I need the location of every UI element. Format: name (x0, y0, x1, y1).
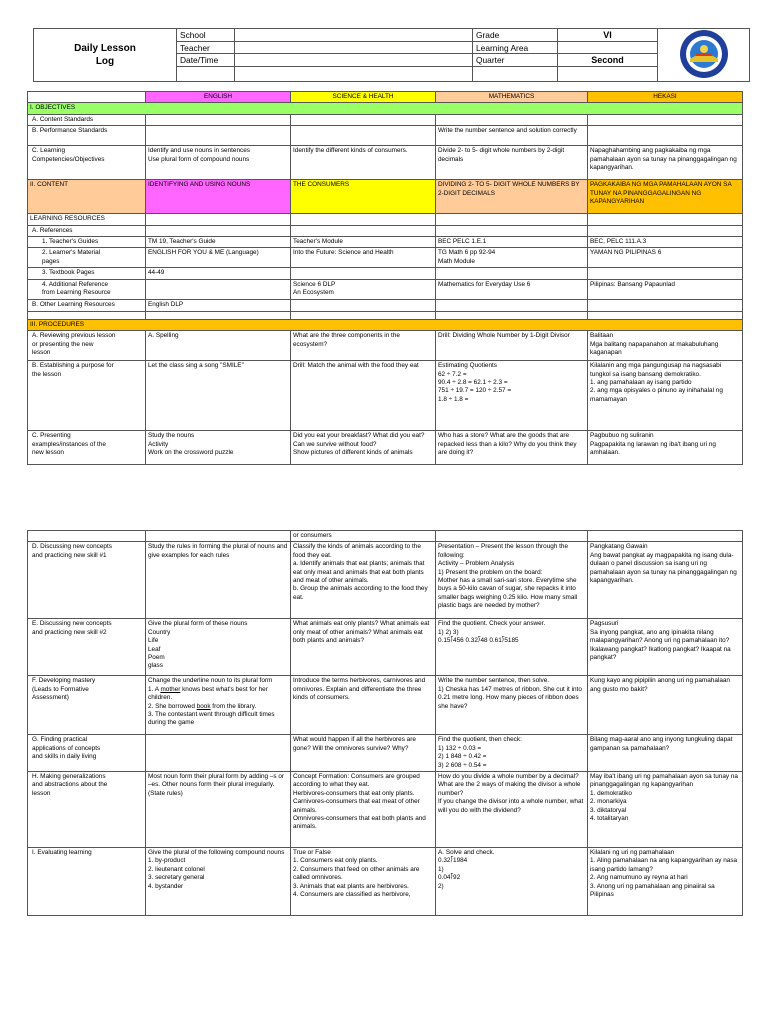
proc-e-label: E. Discussing new concepts and practicing new skill #2 (28, 619, 146, 676)
blank (436, 311, 588, 319)
grade-label: Grade (473, 29, 558, 42)
blank (235, 67, 473, 82)
other-english: English DLP (146, 299, 291, 311)
proc-a-english: A. Spelling (146, 331, 291, 361)
blank (436, 225, 588, 236)
blank (28, 92, 146, 103)
ar-math: Mathematics for Everyday Use 6 (436, 279, 588, 299)
textbook-pages-label: 3. Textbook Pages (28, 268, 146, 279)
tg-english: TM 19, Teacher's Guide (146, 237, 291, 248)
lm-math: TG Math 6 pp 92-94 Math Module (436, 248, 588, 268)
additional-reference-label: 4. Additional Reference from Learning Resource (28, 279, 146, 299)
other-resources-label: B. Other Learning Resources (28, 299, 146, 311)
grade-value: VI (558, 29, 658, 42)
f-text-3: from the library. 3. The contestant went through difficult times during the game (148, 702, 275, 727)
proc-f-label: F. Developing mastery (Leads to Formative Assessment) (28, 676, 146, 735)
resources-title: LEARNING RESOURCES (28, 214, 146, 225)
blank (291, 311, 436, 319)
proc-d-hekasi: Pangkatang Gawain Ang bawat pangkat ay magpapakita ng isang dula- dulaan o panel discussion sa isang uri ng pamahalaan ayon sa tunay na pinanggagalingan ng kapangyarihan. (588, 542, 743, 619)
proc-d-math: Presentation – Present the lesson through the following: Activity – Problem Analysis 1) Present the problem on the board: Mother has a small sari-sari store. Everytime she buys a 50-kilo cavan of sugar, she repacks it into smaller bags weighing 0.25 kilo. How many small plastic bags are needed by mother? (436, 542, 588, 619)
blank (436, 531, 588, 542)
proc-i-english: Give the plural of the following compound nouns 1. by-product 2. lieutenant colonel 3. secretary general 4. bystander (146, 848, 291, 916)
proc-h-label: H. Making generalizations and abstractions about the lesson (28, 772, 146, 848)
blank (28, 531, 146, 542)
blank (588, 311, 743, 319)
blank (146, 279, 291, 299)
proc-a-label: A. Reviewing previous lesson or presenting the new lesson (28, 331, 146, 361)
blank (436, 268, 588, 279)
subject-hekasi: HEKASI (588, 92, 743, 103)
proc-c-hekasi: Pagbubuo ng suliranin Pagpapakita ng larawan ng iba't ibang uri ng amhalaan. (588, 431, 743, 465)
blank (436, 114, 588, 125)
proc-f-science: Introduce the terms herbivores, carnivores and omnivores. Explain and differentiate the three kinds of consumers. (291, 676, 436, 735)
proc-i-hekasi: Kilalani ng uri ng pamahalaan 1. Aling pamahalaan na ang kapangyarihan ay nasa isang partido lamang? 2. Ang namumuno ay reyna at hari 3. Anong uri ng pamahalaan ang pinaiiral sa Pilipinas (588, 848, 743, 916)
proc-e-english: Give the plural form of these nouns Country Life Leaf Poem glass (146, 619, 291, 676)
blank (291, 268, 436, 279)
lm-hekasi: YAMAN NG PILIPINAS 6 (588, 248, 743, 268)
proc-e-science: What animals eat only plants? What animals eat only meat of other animals? What animals eat both plants and animals? (291, 619, 436, 676)
f-underlined-noun-1: mother (160, 685, 181, 693)
quarter-label: Quarter (473, 54, 558, 67)
proc-b-math: Estimating Quotients 62 ÷ 7.2 = 90.4 ÷ 2.8 = 62.1 ÷ 2.3 = 751 ÷ 19.7 = 120 ÷ 2.57 = 1.8 ÷ 1.8 = (436, 361, 588, 431)
proc-c-label: C. Presenting examples/instances of the new lesson (28, 431, 146, 465)
deped-seal-icon (679, 29, 729, 79)
subject-science: SCIENCE & HEALTH (291, 92, 436, 103)
proc-c-science-continued: or consumers (291, 531, 436, 542)
content-science: THE CONSUMERS (291, 180, 436, 214)
blank (146, 126, 291, 146)
blank (588, 299, 743, 311)
proc-e-math: Find the quotient. Check your answer. 1) 2) 3) 0.15⟌456 0.32⟌48 0.61⟌5185 (436, 619, 588, 676)
proc-f-hekasi: Kung kayo ang pipipilin anong uri ng pamahalaan ang gusto mo bakit? (588, 676, 743, 735)
proc-g-hekasi: Bilang mag-aaral ano ang inyong tungkuling dapat gampanan sa pamahalaan? (588, 735, 743, 772)
blank (291, 114, 436, 125)
subject-math: MATHEMATICS (436, 92, 588, 103)
proc-a-math: Drill: Dividing Whole Number by 1-Digit Divisor (436, 331, 588, 361)
tg-hekasi: BEC, PELC 111.A.3 (588, 237, 743, 248)
tg-science: Teacher's Module (291, 237, 436, 248)
competencies-hekasi: Napaghahambing ang pagkakaiba ng mga pamahalaan ayon sa tunay na pinanggagalingan ng kapangyarihan. (588, 146, 743, 180)
learners-material-label: 2. Learner's Material pages (28, 248, 146, 268)
lm-english: ENGLISH FOR YOU & ME (Language) (146, 248, 291, 268)
lesson-table-2 (27, 530, 743, 916)
performance-math: Write the number sentence and solution correctly (436, 126, 588, 146)
datetime-label: Date/Time (177, 54, 235, 67)
proc-i-science: True or False 1. Consumers eat only plants. 2. Consumers that feed on other animals are called omnivores. 3. Animals that eat plants are herbivores. 4. Consumers are classified as herbivore, (291, 848, 436, 916)
proc-f-math: Write the number sentence, then solve. 1) Cheska has 147 metres of ribbon. She cut it into 0.21 metre long. How many pieces of ribbon does she have? (436, 676, 588, 735)
blank (146, 531, 291, 542)
blank (146, 311, 291, 319)
proc-g-science: What would happen if all the herbivores are gone? Will the omnivores survive? Why? (291, 735, 436, 772)
procedures-row (28, 319, 743, 330)
teacher-value (235, 41, 473, 54)
teacher-label: Teacher (177, 41, 235, 54)
proc-b-science: Drill: Match the animal with the food they eat (291, 361, 436, 431)
blank (291, 225, 436, 236)
header-table (33, 28, 750, 82)
proc-b-label: B. Establishing a purpose for the lesson (28, 361, 146, 431)
lesson-log-title: Daily Lesson Log (34, 29, 177, 82)
f-text-2: knows best what's best for her children. 2. She borrowed (148, 685, 268, 710)
blank (291, 126, 436, 146)
competencies-math: Divide 2- to 5- digit whole numbers by 2-digit decimals (436, 146, 588, 180)
proc-c-math: Who has a store? What are the goods that are repacked less than a kilo? Why do you think they are doing it? (436, 431, 588, 465)
proc-b-hekasi: Kilalanin ang mga pangungusap na nagsasabi tungkol sa isang bansang demokratiko. 1. ang pamahalaan ay isang partido 2. ang mga opisyales o pinuno ay inihahalal ng mamamayan (588, 361, 743, 431)
blank (146, 114, 291, 125)
objectives-row (28, 103, 743, 114)
blank (28, 311, 146, 319)
proc-c-science: Did you eat your breakfast? What did you eat? Can we survive without food? Show pictures of different kinds of animals (291, 431, 436, 465)
performance-standards-label: B. Performance Standards (28, 126, 146, 146)
logo-cell (658, 29, 750, 82)
blank (588, 126, 743, 146)
lesson-table-1 (27, 91, 743, 465)
proc-h-science: Concept Formation: Consumers are grouped according to what they eat. Herbivores-consumers that eat only plants. Carnivores-consumers that eat meat of other animals. Omnivores-consumers that eat both plants and animals. (291, 772, 436, 848)
subject-english: ENGLISH (146, 92, 291, 103)
content-math: DIVIDING 2- TO 5- DIGIT WHOLE NUMBERS BY 2-DIGIT DECIMALS (436, 180, 588, 214)
content-english: IDENTIFYING AND USING NOUNS (146, 180, 291, 214)
content-hekasi: PAGKAKAIBA NG MGA PAMAHALAAN AYON SA TUNAY NA PINANGGAGALINGAN NG KAPANGYARIHAN (588, 180, 743, 214)
proc-b-english: Let the class sing a song "SMILE" (146, 361, 291, 431)
tg-math: BEC PELC 1.E.1 (436, 237, 588, 248)
blank (146, 214, 291, 225)
content-title: II. CONTENT (28, 180, 146, 214)
school-value (235, 29, 473, 42)
blank (588, 114, 743, 125)
competencies-english: Identify and use nouns in sentences Use plural form of compound nouns (146, 146, 291, 180)
ar-science: Science 6 DLP An Ecosystem (291, 279, 436, 299)
procedures-title: III. PROCEDURES (28, 319, 743, 330)
blank (436, 214, 588, 225)
dll-page-2 (0, 530, 768, 916)
quarter-value: Second (558, 54, 658, 67)
learning-area-label: Learning Area (473, 41, 558, 54)
datetime-value (235, 54, 473, 67)
blank (588, 531, 743, 542)
lm-science: Into the Future: Science and Health (291, 248, 436, 268)
references-label: A. References (28, 225, 146, 236)
proc-h-hekasi: May iba't ibang uri ng pamahalaan ayon sa tunay na pinanggagalingan ng kapangyarihan 1. demokratiko 2. monarkiya 3. diktatoryal 4. totalitaryan (588, 772, 743, 848)
content-row (28, 180, 743, 214)
proc-d-english: Study the rules in forming the plural of nouns and give examples for each rules (146, 542, 291, 619)
f-underlined-noun-2: book (196, 702, 211, 710)
competencies-science: Identify the different kinds of consumers. (291, 146, 436, 180)
ar-hekasi: Pilipinas: Bansang Papaunlad (588, 279, 743, 299)
blank (558, 67, 658, 82)
proc-a-hekasi: Balitaan Mga balitang napapanahon at makabuluhang kaganapan (588, 331, 743, 361)
proc-d-science: Classify the kinds of animals according to the food they eat. a. Identify animals that eat plants; animals that eat only meat and animals that eat both plants and meat of other animals. b. Group the animals according to the food they eat. (291, 542, 436, 619)
subjects-row (28, 92, 743, 103)
school-label: School (177, 29, 235, 42)
proc-e-hekasi: Pagsusuri Sa inyong pangkat, ano ang ipinakita nilang malapangyarihan? Anong uri ng pamahalaan ito? Ikalawang pangkat? Ikatlong pangkat? Ikaapat na pangkat? (588, 619, 743, 676)
tb-english: 44-49 (146, 268, 291, 279)
blank (146, 225, 291, 236)
blank (588, 225, 743, 236)
f-text-1: Change the underline noun to its plural form 1. A (148, 677, 273, 693)
learning-area-value (558, 41, 658, 54)
proc-c-english: Study the nouns Activity Work on the crossword puzzle (146, 431, 291, 465)
content-standards-label: A. Content Standards (28, 114, 146, 125)
proc-a-science: What are the three components in the ecosystem? (291, 331, 436, 361)
proc-i-label: I. Evaluating learning (28, 848, 146, 916)
proc-h-english: Most noun form their plural form by adding –s or –es. Other nouns form their plural irregularly.(State rules) (146, 772, 291, 848)
blank (177, 67, 235, 82)
teachers-guide-label: 1. Teacher's Guides (28, 237, 146, 248)
blank (146, 735, 291, 772)
objectives-title: I. OBJECTIVES (28, 103, 743, 114)
blank (588, 214, 743, 225)
blank (291, 214, 436, 225)
blank (291, 299, 436, 311)
dll-page-1 (0, 28, 768, 465)
blank (473, 67, 558, 82)
proc-i-math: A. Solve and check. 0.32⟌1984 1) 0.04⟌92 2) (436, 848, 588, 916)
competencies-label: C. Learning Competencies/Objectives (28, 146, 146, 180)
blank (436, 299, 588, 311)
proc-f-english (146, 676, 291, 735)
proc-g-math: Find the quotient, then check: 1) 132 ÷ 0.03 = 2) 1 848 ÷ 0.42 = 3) 2 608 ÷ 0.54 = (436, 735, 588, 772)
proc-h-math: How do you divide a whole number by a decimal? What are the 2 ways of making the divisor a whole number? If you change the divisor into a whole number, what will you do with the dividend? (436, 772, 588, 848)
blank (588, 268, 743, 279)
proc-g-label: G. Finding practical applications of concepts and skills in daily living (28, 735, 146, 772)
proc-d-label: D. Discussing new concepts and practicing new skill #1 (28, 542, 146, 619)
